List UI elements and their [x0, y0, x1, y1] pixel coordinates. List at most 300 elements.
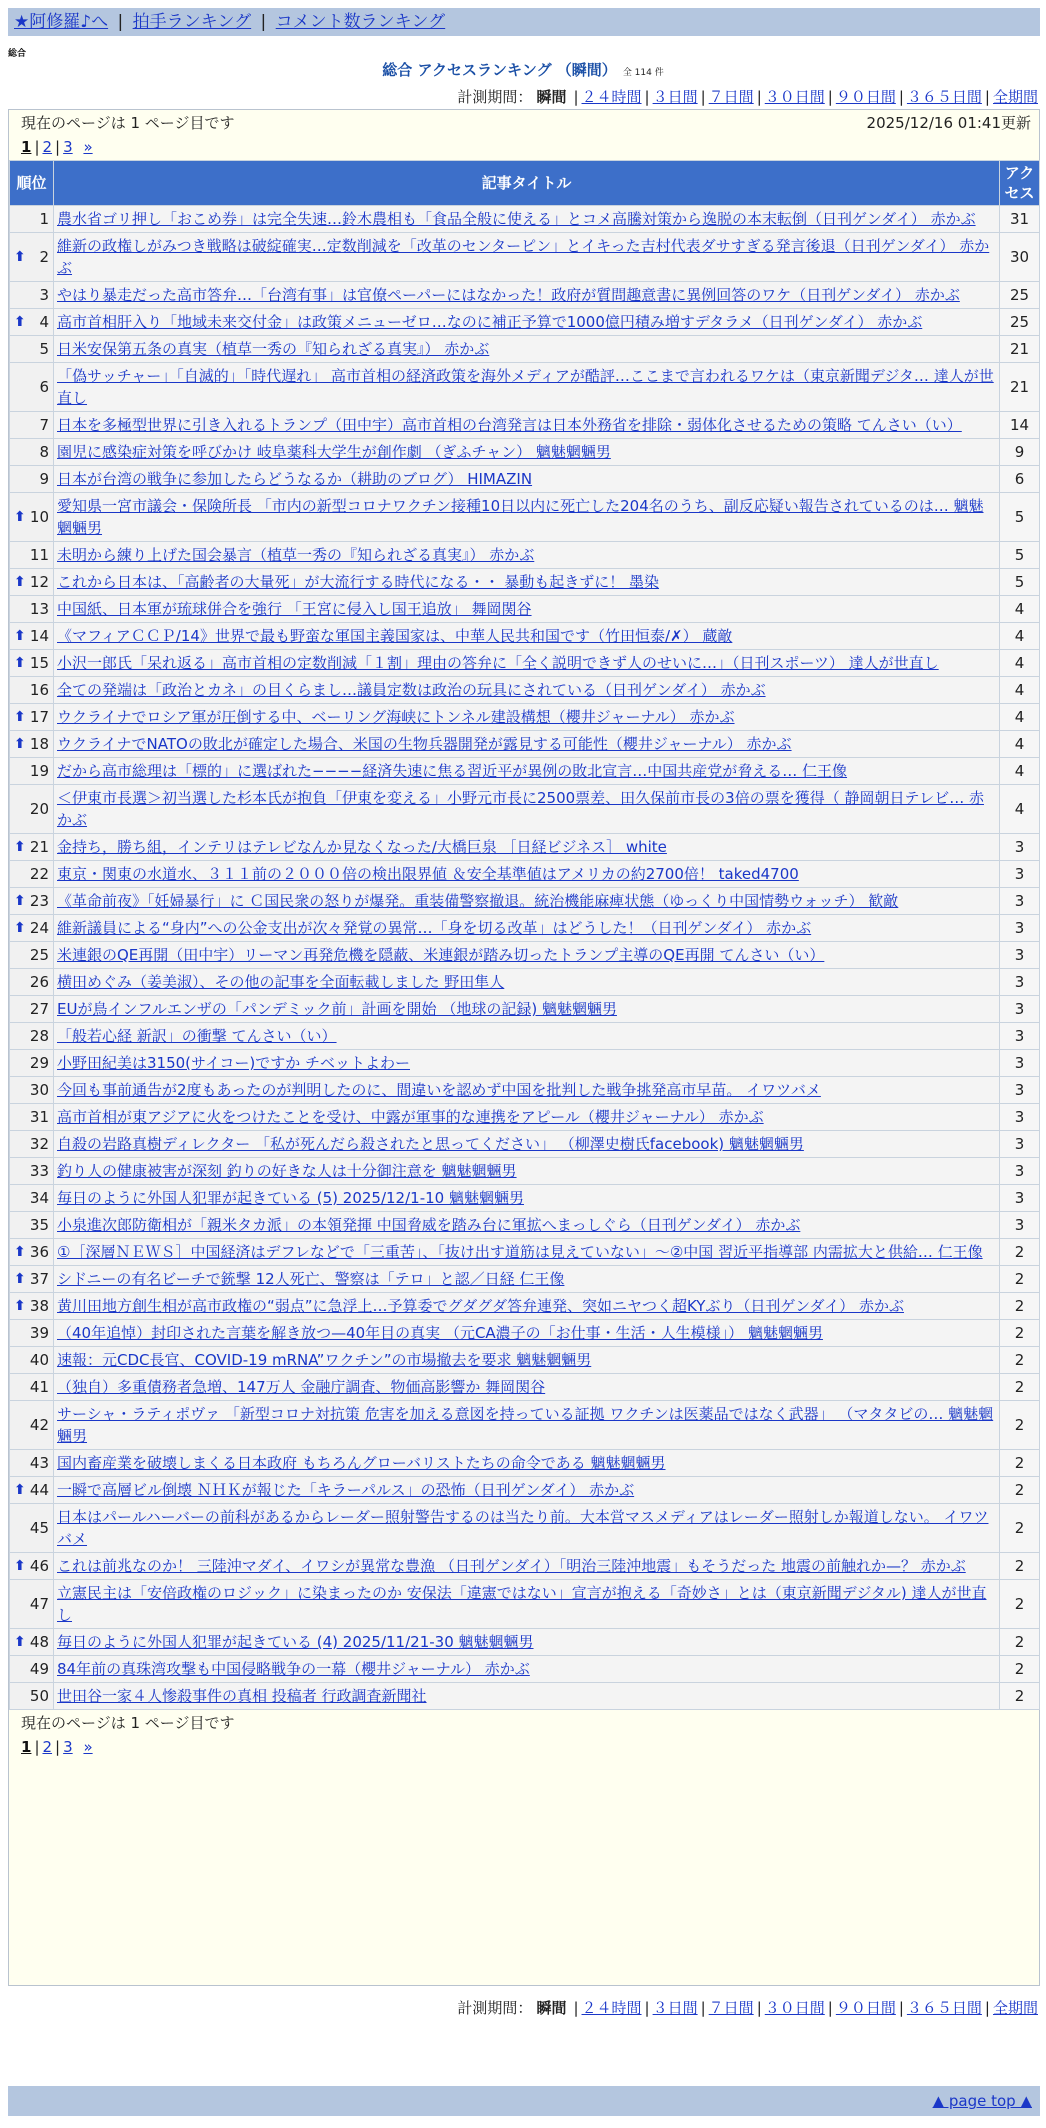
access-count: 2	[1000, 1239, 1040, 1266]
table-row	[10, 233, 1040, 282]
access-count: 4	[1000, 785, 1040, 834]
pager-next-link[interactable]: »	[83, 1738, 93, 1756]
table-row	[10, 1580, 1040, 1629]
footer-bar	[8, 2086, 1040, 2116]
table-row	[10, 542, 1040, 569]
rank-number: 44	[29, 1481, 49, 1499]
article-link[interactable]: 小泉進次郎防衛相が「親米タカ派」の本領発揮 中国脅威を踏み台に軍拡へまっしぐら（日刊ゲンダイ） 赤かぶ	[57, 1216, 801, 1234]
page-top-link[interactable]: ▲ page top ▲	[932, 2092, 1032, 2110]
rank-cell	[10, 1656, 54, 1683]
rank-cell	[10, 233, 54, 282]
article-link[interactable]: 園児に感染症対策を呼びかけ 岐阜薬科大学生が創作劇 （ぎふチャン） 魑魅魍魎男	[57, 443, 611, 461]
table-row	[10, 309, 1040, 336]
access-count: 2	[1000, 1293, 1040, 1320]
access-count: 4	[1000, 623, 1040, 650]
period-option-4[interactable]: ９０日間	[835, 1999, 896, 2017]
up-arrow-icon: ⬆	[14, 314, 26, 330]
article-link[interactable]: ＜伊東市長選＞初当選した杉本氏が抱負「伊東を変える」小野元市長に2500票差、田久保前市長の3倍の票を獲得（ 静岡朝日テレビ… 赤かぶ	[57, 789, 984, 829]
rank-number: 19	[29, 762, 49, 780]
rank-cell	[10, 1239, 54, 1266]
table-row	[10, 439, 1040, 466]
ranking-table	[9, 160, 1040, 1710]
rank-cell	[10, 569, 54, 596]
article-link[interactable]: 東京・関東の水道水、３１１前の２０００倍の検出限界値 ＆安全基準値はアメリカの約2700倍！ taked4700	[57, 865, 799, 883]
title-cell	[54, 834, 1000, 861]
rank-cell	[10, 1401, 54, 1450]
article-link[interactable]: 横田めぐみ（姜美淑）、その他の記事を全面転載しました 野田隼人	[57, 973, 505, 991]
access-count: 3	[1000, 1158, 1040, 1185]
table-row	[10, 596, 1040, 623]
rank-number: 1	[39, 210, 49, 228]
pager-page-link[interactable]: 2	[42, 138, 53, 156]
rank-number: 28	[29, 1027, 49, 1045]
up-arrow-icon: ⬆	[14, 655, 26, 671]
title-cell	[54, 785, 1000, 834]
period-option-0[interactable]: ２４時間	[581, 88, 642, 106]
period-label: 計測期間：	[457, 88, 533, 106]
table-row	[10, 677, 1040, 704]
period-separator: |	[756, 1999, 762, 2017]
title-cell	[54, 731, 1000, 758]
access-count: 5	[1000, 542, 1040, 569]
rank-cell	[10, 623, 54, 650]
access-count: 4	[1000, 704, 1040, 731]
rank-number: 25	[29, 946, 49, 964]
title-cell	[54, 888, 1000, 915]
rank-number: 13	[29, 600, 49, 618]
rank-number: 16	[29, 681, 49, 699]
article-link[interactable]: 国内畜産業を破壊しまくる日本政府 もちろんグローバリストたちの命令である 魑魅魍魎男	[57, 1454, 666, 1472]
article-link[interactable]: 高市首相が東アジアに火をつけたことを受け、中露が軍事的な連携をアピール（櫻井ジャーナル） 赤かぶ	[57, 1108, 764, 1126]
pager-next-link[interactable]: »	[83, 138, 93, 156]
title-cell	[54, 969, 1000, 996]
article-link[interactable]: ウクライナでロシア軍が圧倒する中、ベーリング海峡にトンネル建設構想（櫻井ジャーナル） 赤かぶ	[57, 708, 735, 726]
rank-number: 29	[29, 1054, 49, 1072]
access-count: 3	[1000, 1131, 1040, 1158]
article-link[interactable]: これから日本は、「高齢者の大量死」が大流行する時代になる・・ 暴動も起きずに！ 墨染	[57, 573, 660, 591]
title-cell	[54, 650, 1000, 677]
article-link[interactable]: 世田谷一家４人惨殺事件の真相 投稿者 行政調査新聞社	[57, 1687, 427, 1705]
rank-cell	[10, 1504, 54, 1553]
rank-number: 35	[29, 1216, 49, 1234]
up-arrow-icon: ⬆	[14, 920, 26, 936]
access-count: 30	[1000, 233, 1040, 282]
access-count: 25	[1000, 309, 1040, 336]
article-link[interactable]: やはり暴走だった高市答弁…「台湾有事」は官僚ペーパーにはなかった！政府が質問趣意書に異例回答のワケ（日刊ゲンダイ） 赤かぶ	[57, 286, 960, 304]
pager-page-link[interactable]: 2	[42, 1738, 53, 1756]
table-row	[10, 1553, 1040, 1580]
article-link[interactable]: 《マフィアＣＣＰ/14》世界で最も野蛮な軍国主義国家は、中華人民共和国です（竹田恒泰/✗） 蔵敵	[57, 627, 733, 645]
title-cell	[54, 1320, 1000, 1347]
rank-cell	[10, 206, 54, 233]
article-link[interactable]: 維新議員による“身内”への公金支出が次々発覚の異常…「身を切る改革」はどうした！（日刊ゲンダイ） 赤かぶ	[57, 919, 812, 937]
rank-number: 8	[39, 443, 49, 461]
ranking-title	[0, 60, 1046, 83]
article-link[interactable]: 全ての発端は「政治とカネ」の目くらまし…議員定数は政治の玩具にされている（日刊ゲンダイ） 赤かぶ	[57, 681, 766, 699]
pager-separator: |	[34, 138, 40, 156]
updated-timestamp: 2025/12/16 01:41更新	[866, 114, 1031, 132]
up-arrow-icon: ⬆	[14, 709, 26, 725]
access-count: 3	[1000, 1023, 1040, 1050]
pager-current-page: 1	[21, 138, 32, 156]
category-label: 総合	[8, 49, 27, 59]
period-option-3[interactable]: ３０日間	[764, 88, 825, 106]
article-link[interactable]: 高市首相肝入り「地域未来交付金」は政策メニューゼロ…なのに補正予算で1000億円積み増すデタラメ（日刊ゲンダイ） 赤かぶ	[57, 313, 923, 331]
table-row	[10, 1629, 1040, 1656]
rank-number: 40	[29, 1351, 49, 1369]
period-option-1[interactable]: ３日間	[652, 88, 698, 106]
table-row	[10, 704, 1040, 731]
nav-separator: |	[260, 12, 267, 32]
title-cell	[54, 1185, 1000, 1212]
rank-cell	[10, 1212, 54, 1239]
up-arrow-icon: ⬆	[14, 1271, 26, 1287]
period-separator: |	[984, 88, 990, 106]
table-row	[10, 1293, 1040, 1320]
period-separator: |	[644, 88, 650, 106]
rank-number: 21	[29, 838, 49, 856]
rank-number: 33	[29, 1162, 49, 1180]
rank-number: 50	[29, 1687, 49, 1705]
title-cell	[54, 1504, 1000, 1553]
period-separator: |	[984, 1999, 990, 2017]
rank-number: 38	[29, 1297, 49, 1315]
pager-top	[9, 136, 1039, 160]
table-row	[10, 466, 1040, 493]
title-cell	[54, 1212, 1000, 1239]
access-count: 2	[1000, 1401, 1040, 1450]
up-arrow-icon: ⬆	[14, 628, 26, 644]
access-count: 21	[1000, 336, 1040, 363]
page-info-row	[9, 110, 1039, 136]
total-count: 全 114 件	[622, 68, 664, 78]
table-row	[10, 623, 1040, 650]
up-arrow-icon: ⬆	[14, 1558, 26, 1574]
rank-cell	[10, 1050, 54, 1077]
access-count: 2	[1000, 1629, 1040, 1656]
table-row	[10, 1266, 1040, 1293]
rank-cell	[10, 834, 54, 861]
article-link[interactable]: ①［深層ＮＥＷＳ］中国経済はデフレなどで「三重苦」、「抜け出す道筋は見えていない」〜②中国 習近平指導部 内需拡大と供給… 仁王像	[57, 1243, 983, 1261]
article-link[interactable]: 小野田紀美は3150(サイコー)ですか チベットよわー	[57, 1054, 410, 1072]
rank-number: 49	[29, 1660, 49, 1678]
title-cell	[54, 336, 1000, 363]
rank-cell	[10, 1131, 54, 1158]
table-row	[10, 942, 1040, 969]
title-cell	[54, 758, 1000, 785]
rank-number: 39	[29, 1324, 49, 1342]
table-row	[10, 206, 1040, 233]
rank-cell	[10, 1374, 54, 1401]
up-arrow-icon: ⬆	[14, 839, 26, 855]
rank-cell	[10, 1320, 54, 1347]
column-rank: 順位	[10, 161, 54, 206]
article-link[interactable]: ウクライナでNATOの敗北が確定した場合、米国の生物兵器開発が露見する可能性（櫻井ジャーナル） 赤かぶ	[57, 735, 792, 753]
table-row	[10, 412, 1040, 439]
article-link[interactable]: これは前兆なのか！ 三陸沖マダイ、イワシが異常な豊漁 （日刊ゲンダイ）「明治三陸沖地震」もそうだった 地震の前触れか—？ 赤かぶ	[57, 1557, 966, 1575]
period-option-2[interactable]: ７日間	[708, 1999, 754, 2017]
article-link[interactable]: 維新の政権しがみつき戦略は破綻確実…定数削減を「改革のセンターピン」とイキった吉村代表ダサすぎる発言後退（日刊ゲンダイ） 赤かぶ	[57, 237, 990, 277]
table-row	[10, 1477, 1040, 1504]
article-link[interactable]: 小沢一郎氏「呆れ返る」高市首相の定数削減「１割」理由の答弁に「全く説明できず人のせいに…」（日刊スポーツ） 達人が世直し	[57, 654, 939, 672]
ranking-title-text: 総合 アクセスランキング （瞬間）	[382, 61, 617, 79]
rank-number: 3	[39, 286, 49, 304]
table-row	[10, 1374, 1040, 1401]
rank-cell	[10, 1450, 54, 1477]
table-row	[10, 1104, 1040, 1131]
article-link[interactable]: 「般若心経 新訳」の衝撃 てんさい（い）	[57, 1027, 337, 1045]
table-row	[10, 915, 1040, 942]
rank-cell	[10, 650, 54, 677]
article-link[interactable]: 毎日のように外国人犯罪が起きている (4) 2025/11/21-30 魑魅魍魎男	[57, 1633, 534, 1651]
table-row	[10, 785, 1040, 834]
title-cell	[54, 439, 1000, 466]
title-cell	[54, 1683, 1000, 1710]
rank-cell	[10, 439, 54, 466]
title-cell	[54, 1450, 1000, 1477]
table-row	[10, 1212, 1040, 1239]
article-link[interactable]: （40年追悼）封印された言葉を解き放つ—40年目の真実 （元CA濃子の「お仕事・生活・人生模様」） 魑魅魍魎男	[57, 1324, 823, 1342]
title-cell	[54, 1077, 1000, 1104]
table-row	[10, 1077, 1040, 1104]
table-row	[10, 1023, 1040, 1050]
access-count: 4	[1000, 758, 1040, 785]
access-count: 3	[1000, 942, 1040, 969]
rank-cell	[10, 677, 54, 704]
rank-number: 26	[29, 973, 49, 991]
access-count: 2	[1000, 1477, 1040, 1504]
article-link[interactable]: サーシャ・ラティポヴァ 「新型コロナ対抗策 危害を加える意図を持っている証拠 ワクチンは医薬品ではなく武器」 （マタタビの… 魑魅魍魎男	[57, 1405, 994, 1445]
period-option-4[interactable]: ９０日間	[835, 88, 896, 106]
title-cell	[54, 1401, 1000, 1450]
article-link[interactable]: 愛知県一宮市議会・保険所長 「市内の新型コロナワクチン接種10日以内に死亡した204名のうち、副反応疑い報告されているのは… 魑魅魍魎男	[57, 497, 984, 537]
rank-cell	[10, 969, 54, 996]
period-current: 瞬間	[536, 88, 567, 106]
title-cell	[54, 1477, 1000, 1504]
article-link[interactable]: シドニーの有名ビーチで銃撃 12人死亡、警察は「テロ」と認／日経 仁王像	[57, 1270, 565, 1288]
rank-cell	[10, 996, 54, 1023]
access-count: 2	[1000, 1266, 1040, 1293]
rank-cell	[10, 1185, 54, 1212]
rank-cell	[10, 915, 54, 942]
period-selector-top	[457, 87, 1038, 107]
title-cell	[54, 1347, 1000, 1374]
title-cell	[54, 861, 1000, 888]
access-count: 3	[1000, 1104, 1040, 1131]
table-row	[10, 1320, 1040, 1347]
rank-number: 34	[29, 1189, 49, 1207]
table-row	[10, 969, 1040, 996]
table-row	[10, 1131, 1040, 1158]
title-cell	[54, 915, 1000, 942]
title-cell	[54, 1023, 1000, 1050]
period-option-5[interactable]: ３６５日間	[906, 1999, 982, 2017]
period-option-1[interactable]: ３日間	[652, 1999, 698, 2017]
access-count: 31	[1000, 206, 1040, 233]
rank-cell	[10, 1077, 54, 1104]
access-count: 4	[1000, 596, 1040, 623]
article-link[interactable]: 速報：元CDC長官、COVID-19 mRNA”ワクチン”の市場撤去を要求 魑魅魍魎男	[57, 1351, 592, 1369]
title-cell	[54, 996, 1000, 1023]
rank-number: 36	[29, 1243, 49, 1261]
article-link[interactable]: 今回も事前通告が2度もあったのが判明したのに、間違いを認めず中国を批判した戦争挑発高市早苗。 イワツバメ	[57, 1081, 821, 1099]
ranking-list	[8, 109, 1040, 1986]
title-cell	[54, 1158, 1000, 1185]
rank-cell	[10, 309, 54, 336]
title-cell	[54, 704, 1000, 731]
article-link[interactable]: 日米安保第五条の真実（植草一秀の『知られざる真実』） 赤かぶ	[57, 340, 490, 358]
access-count: 3	[1000, 915, 1040, 942]
access-count: 2	[1000, 1683, 1040, 1710]
period-selector-bottom	[457, 1998, 1038, 2018]
access-count: 3	[1000, 888, 1040, 915]
up-arrow-icon: ⬆	[14, 574, 26, 590]
access-count: 2	[1000, 1553, 1040, 1580]
nav-separator: |	[117, 12, 124, 32]
rank-cell	[10, 1158, 54, 1185]
rank-cell	[10, 1293, 54, 1320]
comment-ranking-link[interactable]: コメント数ランキング	[275, 12, 446, 32]
period-separator: |	[827, 88, 833, 106]
table-row	[10, 1347, 1040, 1374]
article-link[interactable]: 日本はパールハーバーの前科があるからレーダー照射警告するのは当たり前。大本営マスメディアはレーダー照射しか報道しない。 イワツバメ	[57, 1508, 989, 1548]
table-row	[10, 1504, 1040, 1553]
article-link[interactable]: 84年前の真珠湾攻撃も中国侵略戦争の一幕（櫻井ジャーナル） 赤かぶ	[57, 1660, 530, 1678]
period-option-3[interactable]: ３０日間	[764, 1999, 825, 2017]
page-info: 現在のページは 1 ページ目です	[21, 1714, 235, 1732]
article-link[interactable]: 金持ち，勝ち組，インテリはテレビなんか見なくなった/大橋巨泉 ［日経ビジネス］ white	[57, 838, 667, 856]
access-count: 9	[1000, 439, 1040, 466]
article-link[interactable]: 農水省ゴリ押し「おこめ券」は完全失速…鈴木農相も「食品全般に使える」とコメ高騰対策から逸脱の本末転倒（日刊ゲンダイ） 赤かぶ	[57, 210, 976, 228]
period-option-2[interactable]: ７日間	[708, 88, 754, 106]
rank-number: 12	[29, 573, 49, 591]
article-link[interactable]: 釣り人の健康被害が深刻 釣りの好きな人は十分御注意を 魑魅魍魎男	[57, 1162, 517, 1180]
access-count: 6	[1000, 466, 1040, 493]
period-option-0[interactable]: ２４時間	[581, 1999, 642, 2017]
rank-cell	[10, 1629, 54, 1656]
pager-page-link[interactable]: 3	[63, 1738, 73, 1756]
rank-number: 20	[29, 800, 49, 818]
rank-cell	[10, 888, 54, 915]
table-row	[10, 758, 1040, 785]
period-separator: |	[827, 1999, 833, 2017]
applause-ranking-link[interactable]: 拍手ランキング	[132, 12, 252, 32]
table-row	[10, 493, 1040, 542]
table-row	[10, 996, 1040, 1023]
table-row	[10, 1239, 1040, 1266]
article-link[interactable]: 日本を多極型世界に引き入れるトランプ（田中宇）高市首相の台湾発言は日本外務省を排除・弱体化させるための策略 てんさい（い）	[57, 416, 962, 434]
rank-number: 22	[29, 865, 49, 883]
period-separator: |	[644, 1999, 650, 2017]
up-arrow-icon: ⬆	[14, 736, 26, 752]
title-cell	[54, 493, 1000, 542]
rank-cell	[10, 282, 54, 309]
rank-number: 41	[29, 1378, 49, 1396]
period-separator: |	[898, 88, 904, 106]
rank-number: 30	[29, 1081, 49, 1099]
access-count: 2	[1000, 1347, 1040, 1374]
rank-number: 4	[39, 313, 49, 331]
article-link[interactable]: 未明から練り上げた国会暴言（植草一秀の『知られざる真実』） 赤かぶ	[57, 546, 535, 564]
article-link[interactable]: （独自）多重債務者急増、147万人 金融庁調査、物価高影響か 舞岡関谷	[57, 1378, 546, 1396]
page-info: 現在のページは 1 ページ目です	[21, 114, 235, 132]
rank-number: 37	[29, 1270, 49, 1288]
article-link[interactable]: 中国紙、日本軍が琉球併合を強行 「王宮に侵入し国王追放」 舞岡関谷	[57, 600, 532, 618]
title-cell	[54, 596, 1000, 623]
rank-number: 31	[29, 1108, 49, 1126]
pager-page-link[interactable]: 3	[63, 138, 73, 156]
pager-separator: |	[55, 138, 61, 156]
article-link[interactable]: 《革命前夜》「妊婦暴行」に Ｃ国民衆の怒りが爆発。重装備警察撤退。統治機能麻痺状態（ゆっくり中国情勢ウォッチ） 歓敵	[57, 892, 899, 910]
rank-number: 17	[29, 708, 49, 726]
access-count: 3	[1000, 1185, 1040, 1212]
article-link[interactable]: 毎日のように外国人犯罪が起きている (5) 2025/12/1-10 魑魅魍魎男	[57, 1189, 524, 1207]
rank-cell	[10, 1580, 54, 1629]
rank-number: 24	[29, 919, 49, 937]
access-count: 4	[1000, 677, 1040, 704]
article-link[interactable]: EUが鳥インフルエンザの「パンデミック前」計画を開始 （地球の記録) 魑魅魍魎男	[57, 1000, 617, 1018]
table-row	[10, 861, 1040, 888]
rank-cell	[10, 1683, 54, 1710]
table-row	[10, 731, 1040, 758]
title-cell	[54, 1580, 1000, 1629]
title-cell	[54, 1104, 1000, 1131]
article-link[interactable]: 黄川田地方創生相が高市政権の“弱点”に急浮上…予算委でグダグダ答弁連発、突如ニヤつく超KYぶり（日刊ゲンダイ） 赤かぶ	[57, 1297, 904, 1315]
access-count: 21	[1000, 363, 1040, 412]
period-separator: |	[700, 88, 706, 106]
rank-cell	[10, 785, 54, 834]
article-link[interactable]: だから高市総理は「標的」に選ばれた−−−−経済失速に焦る習近平が異例の敗北宣言…中国共産党が脅える… 仁王像	[57, 762, 848, 780]
access-count: 3	[1000, 834, 1040, 861]
home-link[interactable]: ★阿修羅♪へ	[14, 12, 109, 32]
table-row	[10, 1683, 1040, 1710]
table-row	[10, 1158, 1040, 1185]
title-cell	[54, 623, 1000, 650]
period-separator: |	[756, 88, 762, 106]
title-cell	[54, 206, 1000, 233]
title-cell	[54, 1293, 1000, 1320]
up-arrow-icon: ⬆	[14, 1634, 26, 1650]
table-row	[10, 1450, 1040, 1477]
period-separator: |	[573, 88, 579, 106]
period-separator: |	[573, 1999, 579, 2017]
article-link[interactable]: 「偽サッチャー」「自滅的」「時代遅れ」 高市首相の経済政策を海外メディアが酷評…ここまで言われるワケは（東京新聞デジタ… 達人が世直し	[57, 367, 994, 407]
rank-number: 14	[29, 627, 49, 645]
article-link[interactable]: 日本が台湾の戦争に参加したらどうなるか（耕助のブログ） HIMAZIN	[57, 470, 533, 488]
article-link[interactable]: 自殺の岩路真樹ディレクター 「私が死んだら殺されたと思ってください」 （柳澤史樹氏facebook) 魑魅魍魎男	[57, 1135, 804, 1153]
rank-number: 7	[39, 416, 49, 434]
period-option-6[interactable]: 全期間	[992, 1999, 1038, 2017]
period-separator: |	[700, 1999, 706, 2017]
period-label: 計測期間：	[457, 1999, 533, 2017]
column-title: 記事タイトル	[54, 161, 1000, 206]
rank-number: 48	[29, 1633, 49, 1651]
table-row	[10, 1401, 1040, 1450]
table-row	[10, 834, 1040, 861]
rank-cell	[10, 731, 54, 758]
title-cell	[54, 412, 1000, 439]
pager-current-page: 1	[21, 1738, 32, 1756]
article-link[interactable]: 立憲民主は「安倍政権のロジック」に染まったのか 安保法「違憲ではない」宣言が抱える「奇妙さ」とは（東京新聞デジタル) 達人が世直し	[57, 1584, 987, 1624]
article-link[interactable]: 米連銀のQE再開（田中宇）リーマン再発危機を隠蔽、米連銀が踏み切ったトランプ主導のQE再開 てんさい（い）	[57, 946, 825, 964]
rank-cell	[10, 1553, 54, 1580]
title-cell	[54, 309, 1000, 336]
rank-cell	[10, 704, 54, 731]
period-option-6[interactable]: 全期間	[992, 88, 1038, 106]
table-row	[10, 1050, 1040, 1077]
article-link[interactable]: 一瞬で高層ビル倒壊 ＮＨＫが報じた「キラーパルス」の恐怖（日刊ゲンダイ） 赤かぶ	[57, 1481, 635, 1499]
period-option-5[interactable]: ３６５日間	[906, 88, 982, 106]
